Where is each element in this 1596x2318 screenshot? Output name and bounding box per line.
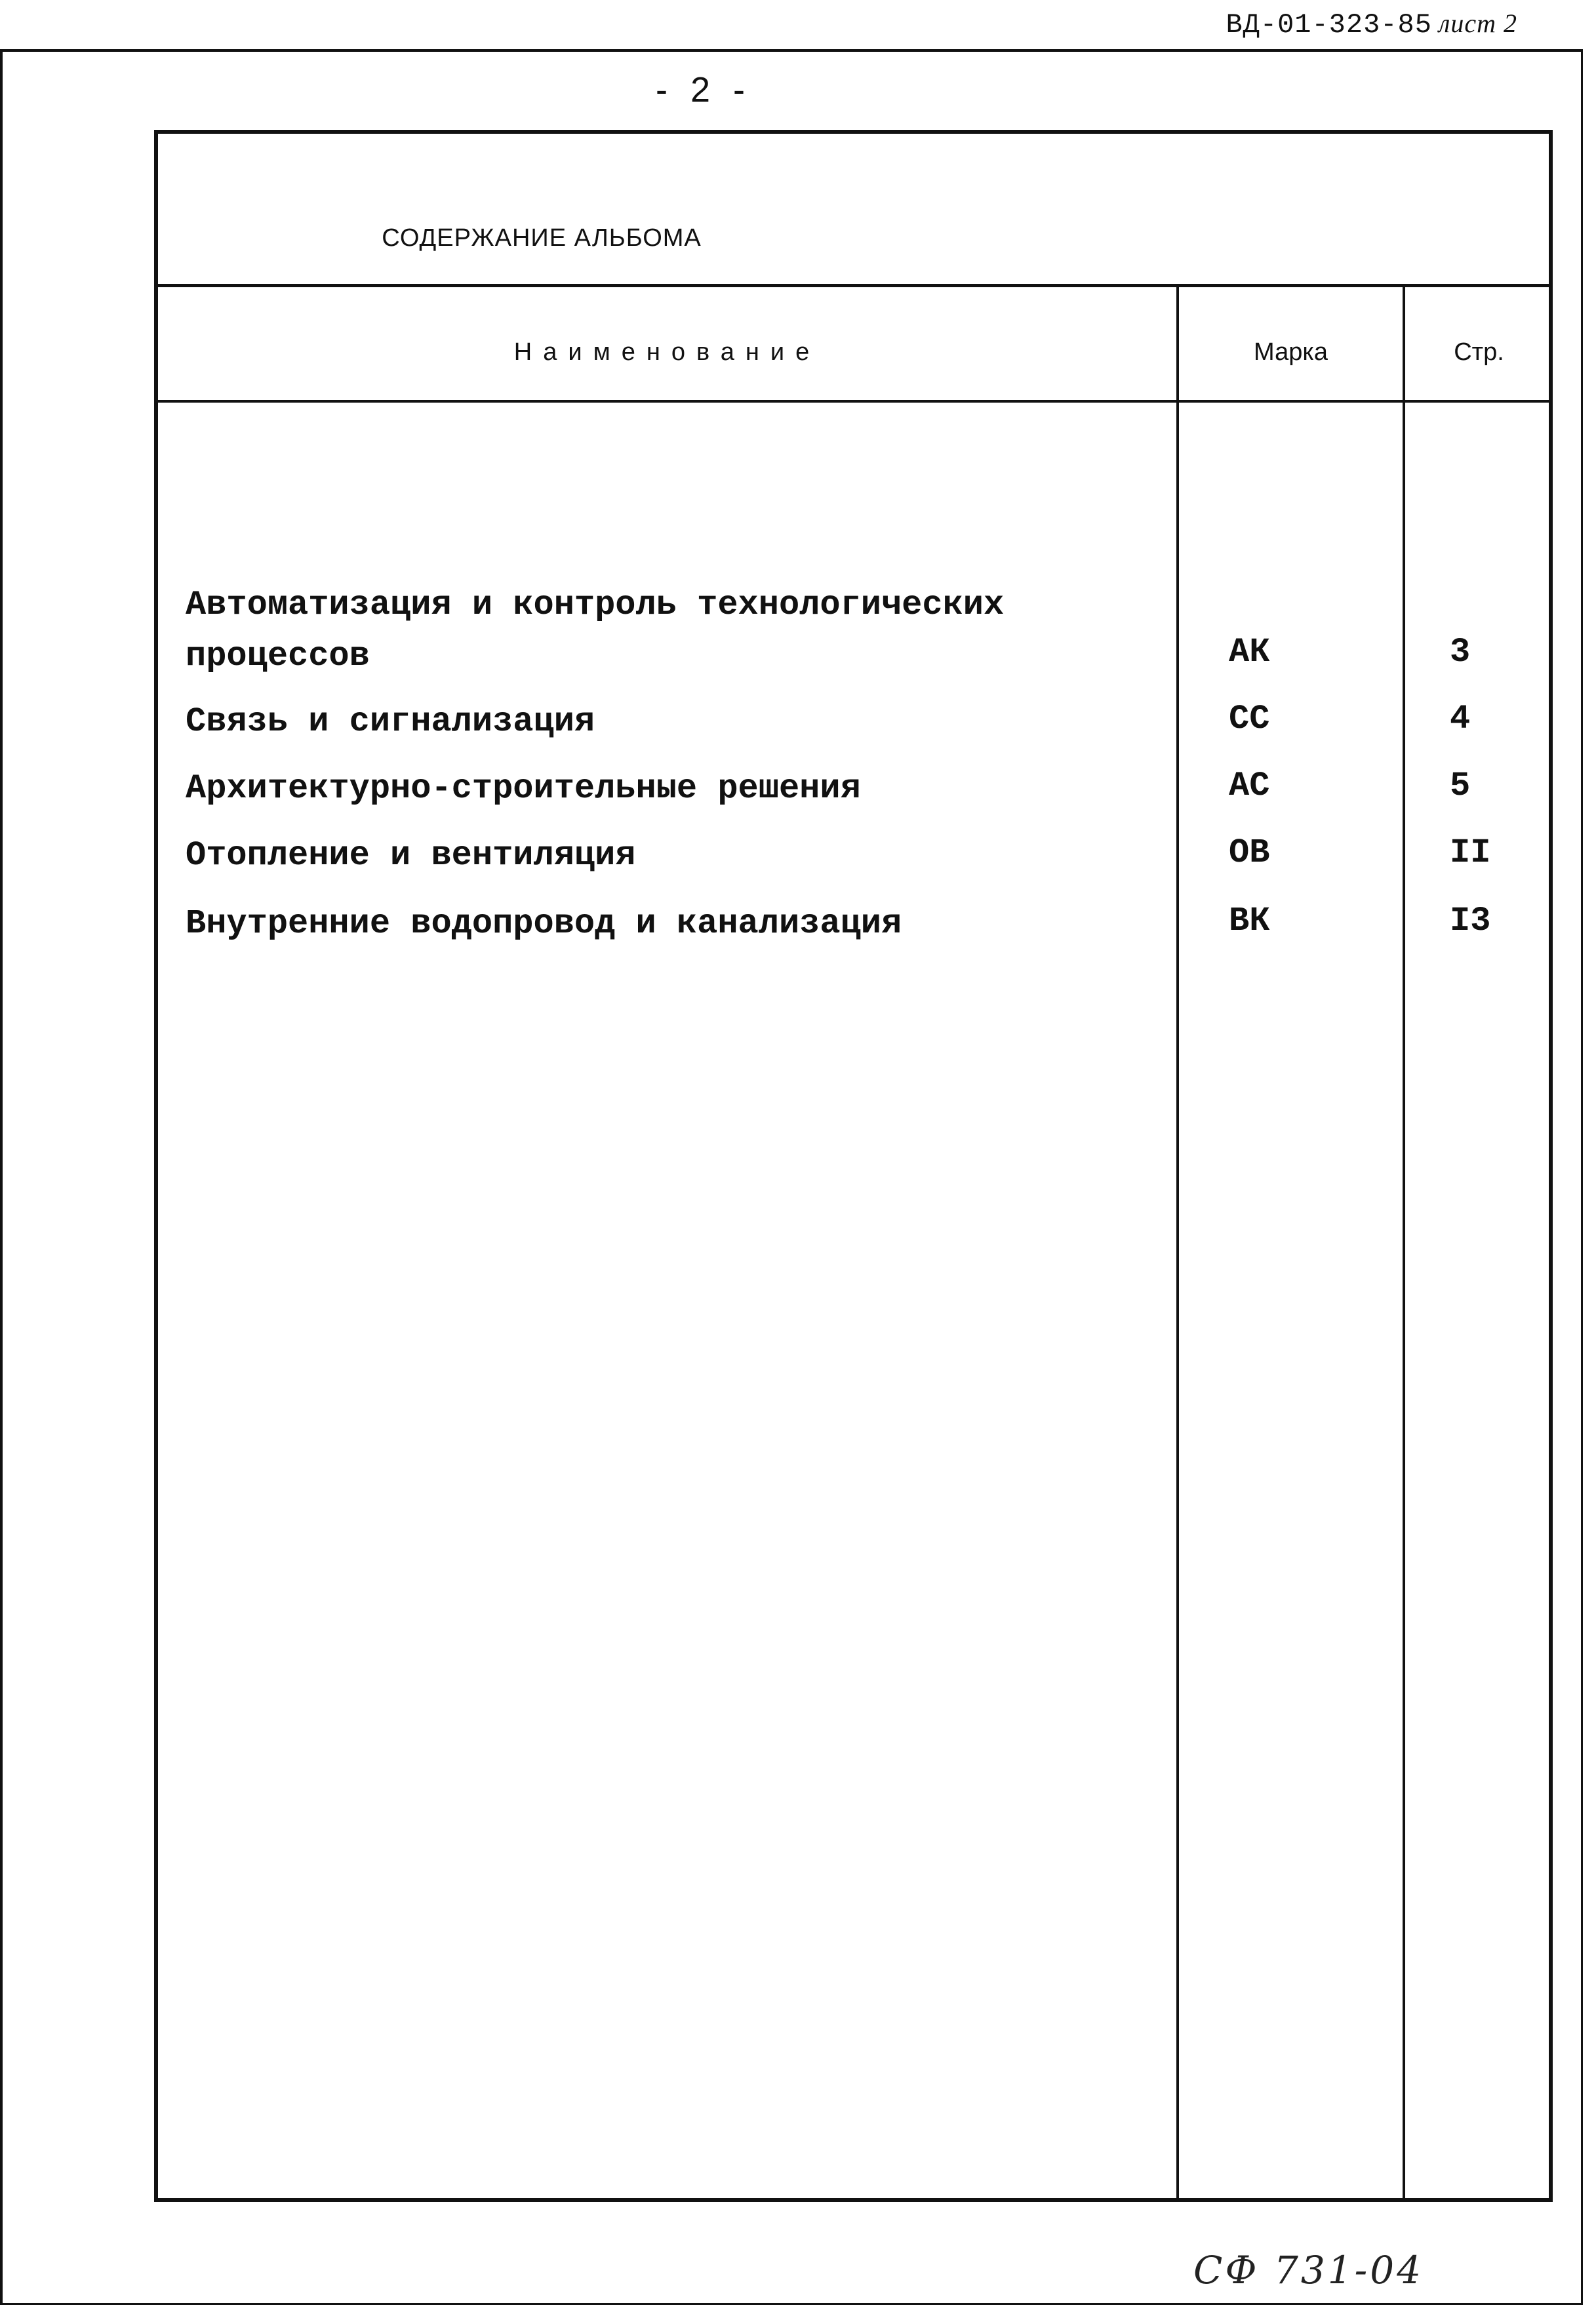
row-5-name: Внутренние водопровод и канализация [186, 904, 902, 943]
column-header-name: Наименование [513, 338, 821, 366]
row-1-page: 3 [1450, 633, 1471, 671]
column-header-page: Стр. [1454, 338, 1504, 366]
document-code [1226, 8, 1517, 41]
handwritten-stamp: СФ 731-04 [1193, 2248, 1424, 2292]
row-2-mark: СС [1229, 700, 1270, 738]
column-header-mark: Марка [1254, 338, 1328, 366]
row-3-name: Архитектурно-строительные решения [186, 769, 861, 808]
row-4-page: II [1450, 833, 1491, 872]
column-divider-mark [1176, 287, 1179, 2198]
row-1-name-line2: процессов [186, 637, 370, 675]
contents-table [154, 130, 1553, 2202]
page-number: - 2 - [656, 70, 752, 110]
column-header-row [158, 287, 1549, 403]
row-5-mark: ВК [1229, 902, 1270, 940]
row-3-page: 5 [1450, 767, 1471, 805]
row-3-mark: АС [1229, 767, 1270, 805]
row-2-page: 4 [1450, 700, 1471, 738]
album-title: СОДЕРЖАНИЕ АЛЬБОМА [382, 224, 702, 252]
row-1-name-line1: Автоматизация и контроль технологических [186, 586, 1005, 624]
column-divider-page [1403, 287, 1405, 2198]
row-4-name: Отопление и вентиляция [186, 836, 636, 875]
row-5-page: I3 [1450, 902, 1491, 940]
title-row [158, 134, 1549, 287]
sheet-label: лист 2 [1438, 9, 1517, 38]
document-code-value: ВД-01-323-85 [1226, 9, 1432, 41]
row-1-mark: АК [1229, 633, 1270, 671]
row-2-name: Связь и сигнализация [186, 702, 595, 741]
row-4-mark: ОВ [1229, 833, 1270, 872]
